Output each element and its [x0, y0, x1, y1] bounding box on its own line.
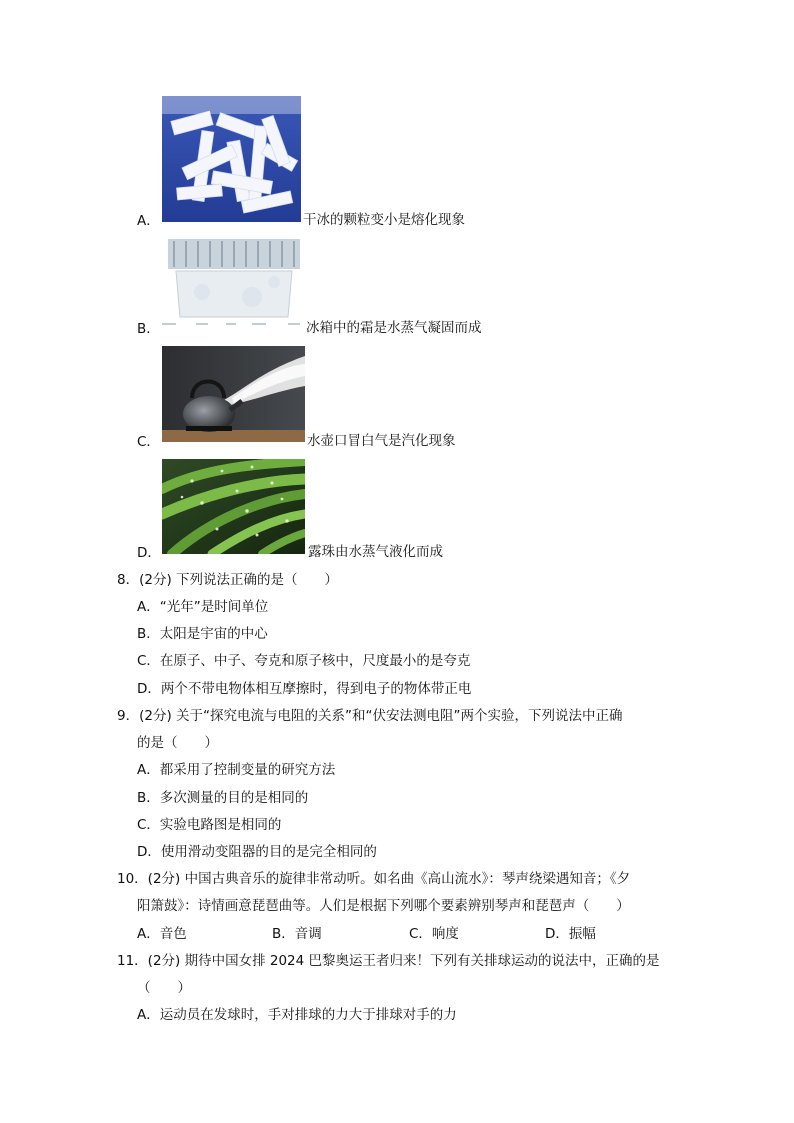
q11-stem-line1: 11．(2分) 期待中国女排 2024 巴黎奥运王者归来！下列有关排球运动的说法中，正确的是	[117, 953, 660, 969]
q7-option-a-text: 干冰的颗粒变小是熔化现象	[303, 212, 465, 228]
q10-stem-line1: 10．(2分) 中国古典音乐的旋律非常动听。如名曲《高山流水》：琴声绕梁遇知音；《夕	[117, 871, 631, 887]
q9-stem-line1: 9．(2分) 关于“探究电流与电阻的关系”和“伏安法测电阻”两个实验，下列说法中正确	[117, 708, 623, 724]
q7-option-b-letter: B．	[137, 321, 160, 337]
dry-ice-photo	[162, 96, 301, 222]
q7-option-d-letter: D．	[137, 545, 161, 561]
q9-stem-line2: 的是（ ）	[137, 735, 218, 751]
q8-option-d: D．两个不带电物体相互摩擦时，得到电子的物体带正电	[137, 681, 472, 697]
q8-stem: 8．(2分) 下列说法正确的是（ ）	[117, 572, 339, 588]
q9-option-c: C．实验电路图是相同的	[137, 817, 282, 833]
q8-option-c: C．在原子、中子、夸克和原子核中，尺度最小的是夸克	[137, 653, 471, 669]
q7-option-a-letter: A．	[137, 213, 160, 229]
q11-option-a: A．运动员在发球时，手对排球的力大于排球对手的力	[137, 1007, 457, 1023]
q9-option-a: A．都采用了控制变量的研究方法	[137, 762, 336, 778]
q10-option-a: A．音色	[137, 926, 187, 942]
q7-option-c-text: 水壶口冒白气是汽化现象	[307, 433, 456, 449]
q9-option-d: D．使用滑动变阻器的目的是完全相同的	[137, 844, 377, 860]
q7-option-b-text: 冰箱中的霜是水蒸气凝固而成	[306, 320, 482, 336]
q9-option-b: B．多次测量的目的是相同的	[137, 790, 309, 806]
q10-option-d: D．振幅	[545, 926, 596, 942]
q8-option-b: B．太阳是宇宙的中心	[137, 626, 268, 642]
q10-stem-line2: 阳箫鼓》：诗情画意琵琶曲等。人们是根据下列哪个要素辨别琴声和琵琶声（ ）	[137, 898, 630, 914]
q7-option-c-letter: C．	[137, 434, 160, 450]
q11-stem-line2: （ ）	[137, 980, 191, 996]
q10-option-b: B．音调	[272, 926, 322, 942]
kettle-steam-photo	[162, 346, 305, 442]
fridge-frost-photo	[162, 237, 304, 331]
q10-option-c: C．响度	[409, 926, 459, 942]
dew-leaf-photo	[162, 459, 305, 554]
q8-option-a: A．“光年”是时间单位	[137, 599, 269, 615]
q7-option-d-text: 露珠由水蒸气液化而成	[308, 544, 443, 560]
